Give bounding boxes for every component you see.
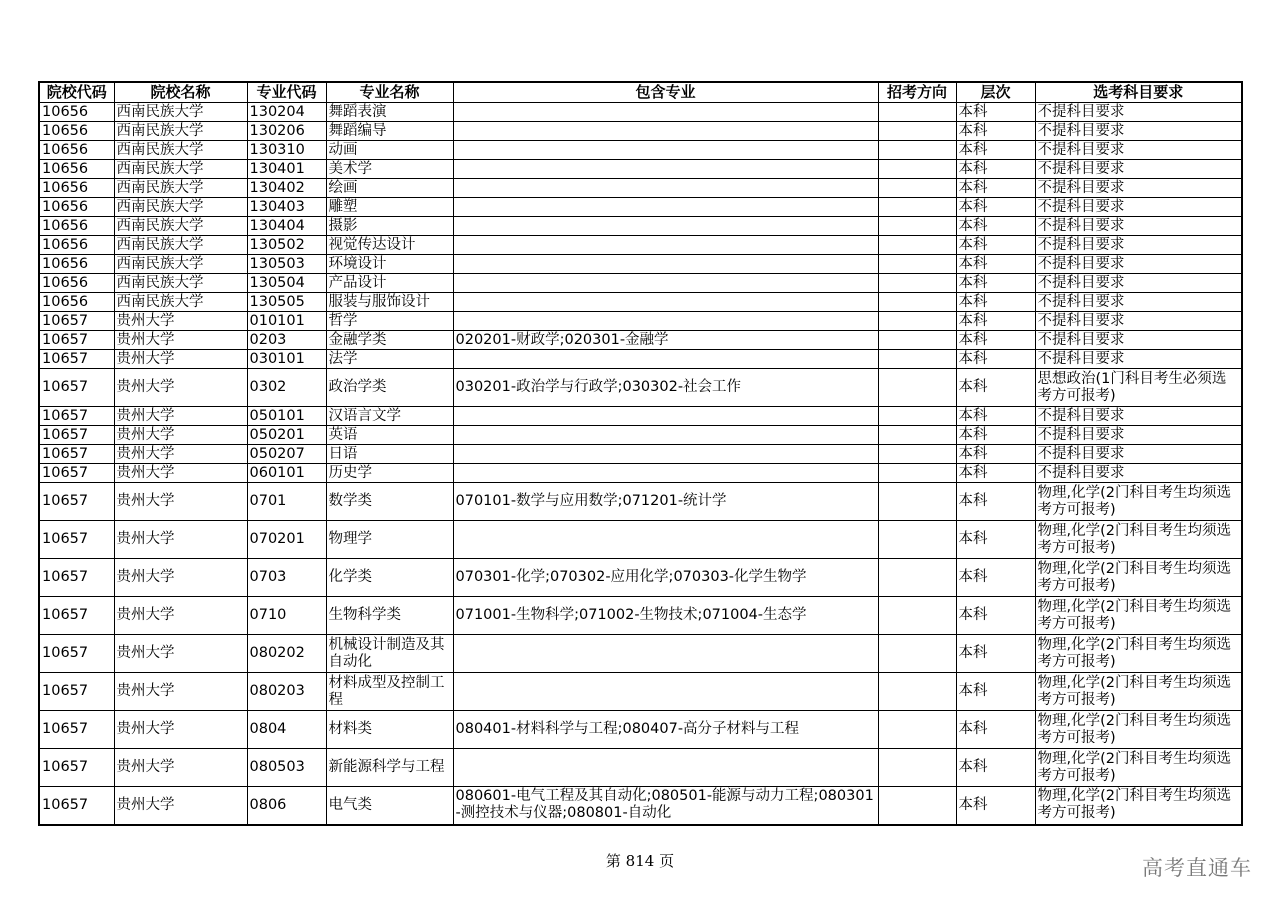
cell-direction <box>878 787 956 825</box>
table-row <box>39 350 1242 369</box>
cell-major-code: 130310 <box>247 141 326 160</box>
cell-major-code: 010101 <box>247 312 326 331</box>
watermark-text: 高考直通车 <box>1142 856 1252 880</box>
cell-level: 本科 <box>956 483 1035 521</box>
cell-school-code: 10657 <box>39 445 114 464</box>
cell-major-code: 080202 <box>247 635 326 673</box>
cell-school-name: 贵州大学 <box>114 559 247 597</box>
table-row <box>39 103 1242 122</box>
cell-direction <box>878 445 956 464</box>
cell-major-name: 材料类 <box>326 711 453 749</box>
cell-requirement: 物理,化学(2门科目考生均须选考方可报考) <box>1035 559 1242 597</box>
cell-direction <box>878 749 956 787</box>
cell-direction <box>878 426 956 445</box>
table-row <box>39 673 1242 711</box>
cell-included-majors: 071001-生物科学;071002-生物技术;071004-生态学 <box>453 597 878 635</box>
cell-major-name: 汉语言文学 <box>326 407 453 426</box>
cell-major-code: 130204 <box>247 103 326 122</box>
cell-requirement: 物理,化学(2门科目考生均须选考方可报考) <box>1035 597 1242 635</box>
cell-major-name: 材料成型及控制工程 <box>326 673 453 711</box>
cell-school-name: 贵州大学 <box>114 369 247 407</box>
cell-included-majors <box>453 179 878 198</box>
cell-major-name: 英语 <box>326 426 453 445</box>
cell-school-name: 贵州大学 <box>114 483 247 521</box>
cell-included-majors <box>453 293 878 312</box>
table-row <box>39 160 1242 179</box>
cell-level: 本科 <box>956 749 1035 787</box>
cell-requirement: 不提科目要求 <box>1035 407 1242 426</box>
table-row <box>39 312 1242 331</box>
cell-school-code: 10656 <box>39 103 114 122</box>
cell-level: 本科 <box>956 445 1035 464</box>
cell-school-code: 10656 <box>39 179 114 198</box>
cell-school-code: 10657 <box>39 350 114 369</box>
cell-school-code: 10657 <box>39 331 114 350</box>
cell-level: 本科 <box>956 350 1035 369</box>
cell-direction <box>878 369 956 407</box>
cell-requirement: 不提科目要求 <box>1035 160 1242 179</box>
table-row <box>39 331 1242 350</box>
table-row <box>39 464 1242 483</box>
cell-school-name: 贵州大学 <box>114 331 247 350</box>
cell-requirement: 物理,化学(2门科目考生均须选考方可报考) <box>1035 635 1242 673</box>
cell-level: 本科 <box>956 160 1035 179</box>
cell-major-code: 030101 <box>247 350 326 369</box>
cell-level: 本科 <box>956 559 1035 597</box>
cell-included-majors: 070101-数学与应用数学;071201-统计学 <box>453 483 878 521</box>
cell-included-majors <box>453 198 878 217</box>
cell-major-code: 130502 <box>247 236 326 255</box>
cell-school-code: 10657 <box>39 369 114 407</box>
cell-direction <box>878 673 956 711</box>
table-row <box>39 198 1242 217</box>
cell-major-name: 摄影 <box>326 217 453 236</box>
cell-major-code: 0806 <box>247 787 326 825</box>
cell-major-code: 130503 <box>247 255 326 274</box>
cell-major-name: 金融学类 <box>326 331 453 350</box>
cell-major-name: 新能源科学与工程 <box>326 749 453 787</box>
cell-major-code: 050101 <box>247 407 326 426</box>
cell-school-code: 10657 <box>39 521 114 559</box>
cell-major-code: 0302 <box>247 369 326 407</box>
cell-direction <box>878 103 956 122</box>
cell-requirement: 不提科目要求 <box>1035 255 1242 274</box>
header-school-name: 院校名称 <box>114 82 247 103</box>
cell-major-code: 060101 <box>247 464 326 483</box>
cell-major-code: 0703 <box>247 559 326 597</box>
header-level: 层次 <box>956 82 1035 103</box>
cell-included-majors <box>453 464 878 483</box>
cell-level: 本科 <box>956 141 1035 160</box>
header-school-code: 院校代码 <box>39 82 114 103</box>
cell-school-name: 贵州大学 <box>114 749 247 787</box>
cell-level: 本科 <box>956 369 1035 407</box>
cell-included-majors <box>453 103 878 122</box>
cell-requirement: 物理,化学(2门科目考生均须选考方可报考) <box>1035 711 1242 749</box>
cell-school-code: 10657 <box>39 407 114 426</box>
cell-level: 本科 <box>956 236 1035 255</box>
cell-level: 本科 <box>956 217 1035 236</box>
cell-direction <box>878 255 956 274</box>
cell-major-code: 0701 <box>247 483 326 521</box>
page-number: 第 814 页 <box>605 852 675 870</box>
cell-school-name: 西南民族大学 <box>114 217 247 236</box>
cell-direction <box>878 559 956 597</box>
cell-level: 本科 <box>956 179 1035 198</box>
table-row <box>39 483 1242 521</box>
cell-school-name: 贵州大学 <box>114 711 247 749</box>
cell-school-name: 贵州大学 <box>114 445 247 464</box>
cell-school-name: 西南民族大学 <box>114 103 247 122</box>
cell-direction <box>878 274 956 293</box>
cell-major-name: 化学类 <box>326 559 453 597</box>
cell-included-majors <box>453 141 878 160</box>
cell-requirement: 不提科目要求 <box>1035 198 1242 217</box>
cell-major-code: 130401 <box>247 160 326 179</box>
cell-major-code: 080203 <box>247 673 326 711</box>
table-row <box>39 293 1242 312</box>
cell-school-name: 贵州大学 <box>114 407 247 426</box>
cell-included-majors <box>453 312 878 331</box>
cell-direction <box>878 217 956 236</box>
cell-school-name: 贵州大学 <box>114 635 247 673</box>
cell-major-name: 生物科学类 <box>326 597 453 635</box>
cell-major-name: 舞蹈编导 <box>326 122 453 141</box>
cell-school-code: 10657 <box>39 597 114 635</box>
cell-school-code: 10657 <box>39 749 114 787</box>
cell-school-code: 10656 <box>39 217 114 236</box>
table-row <box>39 217 1242 236</box>
cell-requirement: 不提科目要求 <box>1035 236 1242 255</box>
cell-school-name: 贵州大学 <box>114 597 247 635</box>
cell-level: 本科 <box>956 426 1035 445</box>
cell-direction <box>878 236 956 255</box>
cell-school-code: 10657 <box>39 312 114 331</box>
cell-school-name: 贵州大学 <box>114 464 247 483</box>
table-row <box>39 711 1242 749</box>
cell-school-name: 西南民族大学 <box>114 274 247 293</box>
table-row <box>39 255 1242 274</box>
cell-major-name: 哲学 <box>326 312 453 331</box>
cell-included-majors <box>453 217 878 236</box>
table-row <box>39 521 1242 559</box>
header-row <box>39 82 1242 103</box>
cell-included-majors <box>453 122 878 141</box>
cell-school-name: 贵州大学 <box>114 787 247 825</box>
cell-included-majors: 080601-电气工程及其自动化;080501-能源与动力工程;080301-测控技术与仪器;080801-自动化 <box>453 787 878 825</box>
cell-direction <box>878 160 956 179</box>
cell-level: 本科 <box>956 464 1035 483</box>
table-row <box>39 426 1242 445</box>
cell-school-name: 贵州大学 <box>114 521 247 559</box>
cell-direction <box>878 331 956 350</box>
cell-included-majors: 020201-财政学;020301-金融学 <box>453 331 878 350</box>
cell-major-name: 服装与服饰设计 <box>326 293 453 312</box>
cell-included-majors: 080401-材料科学与工程;080407-高分子材料与工程 <box>453 711 878 749</box>
cell-school-name: 西南民族大学 <box>114 141 247 160</box>
cell-level: 本科 <box>956 521 1035 559</box>
cell-requirement: 不提科目要求 <box>1035 350 1242 369</box>
table-row <box>39 369 1242 407</box>
cell-school-name: 贵州大学 <box>114 673 247 711</box>
cell-major-name: 数学类 <box>326 483 453 521</box>
cell-included-majors <box>453 521 878 559</box>
cell-included-majors <box>453 274 878 293</box>
cell-requirement: 不提科目要求 <box>1035 426 1242 445</box>
cell-school-code: 10657 <box>39 673 114 711</box>
table-row <box>39 597 1242 635</box>
cell-level: 本科 <box>956 635 1035 673</box>
cell-requirement: 不提科目要求 <box>1035 445 1242 464</box>
cell-included-majors <box>453 673 878 711</box>
cell-major-name: 绘画 <box>326 179 453 198</box>
cell-included-majors <box>453 445 878 464</box>
cell-major-code: 130206 <box>247 122 326 141</box>
cell-major-name: 机械设计制造及其自动化 <box>326 635 453 673</box>
cell-direction <box>878 464 956 483</box>
cell-major-name: 雕塑 <box>326 198 453 217</box>
cell-major-name: 产品设计 <box>326 274 453 293</box>
cell-school-name: 西南民族大学 <box>114 198 247 217</box>
cell-school-name: 西南民族大学 <box>114 255 247 274</box>
cell-school-code: 10657 <box>39 559 114 597</box>
cell-level: 本科 <box>956 711 1035 749</box>
cell-major-code: 130504 <box>247 274 326 293</box>
cell-requirement: 思想政治(1门科目考生必须选考方可报考) <box>1035 369 1242 407</box>
table-row <box>39 749 1242 787</box>
cell-included-majors <box>453 255 878 274</box>
cell-school-name: 西南民族大学 <box>114 179 247 198</box>
cell-major-name: 美术学 <box>326 160 453 179</box>
cell-requirement: 物理,化学(2门科目考生均须选考方可报考) <box>1035 787 1242 825</box>
cell-included-majors <box>453 407 878 426</box>
table-body <box>39 103 1242 825</box>
cell-requirement: 不提科目要求 <box>1035 274 1242 293</box>
cell-major-name: 日语 <box>326 445 453 464</box>
cell-direction <box>878 711 956 749</box>
cell-school-code: 10656 <box>39 141 114 160</box>
admission-table <box>38 81 1243 826</box>
cell-school-name: 贵州大学 <box>114 312 247 331</box>
cell-direction <box>878 141 956 160</box>
cell-direction <box>878 521 956 559</box>
cell-direction <box>878 179 956 198</box>
table-header <box>39 82 1242 103</box>
cell-school-code: 10656 <box>39 122 114 141</box>
cell-school-code: 10657 <box>39 464 114 483</box>
table-row <box>39 179 1242 198</box>
cell-level: 本科 <box>956 274 1035 293</box>
cell-major-name: 动画 <box>326 141 453 160</box>
cell-major-code: 070201 <box>247 521 326 559</box>
cell-level: 本科 <box>956 331 1035 350</box>
cell-school-code: 10656 <box>39 198 114 217</box>
cell-requirement: 不提科目要求 <box>1035 217 1242 236</box>
cell-included-majors: 030201-政治学与行政学;030302-社会工作 <box>453 369 878 407</box>
cell-major-code: 130402 <box>247 179 326 198</box>
cell-level: 本科 <box>956 597 1035 635</box>
header-requirement: 选考科目要求 <box>1035 82 1242 103</box>
cell-level: 本科 <box>956 787 1035 825</box>
cell-included-majors: 070301-化学;070302-应用化学;070303-化学生物学 <box>453 559 878 597</box>
cell-requirement: 物理,化学(2门科目考生均须选考方可报考) <box>1035 749 1242 787</box>
cell-direction <box>878 483 956 521</box>
cell-level: 本科 <box>956 673 1035 711</box>
cell-included-majors <box>453 749 878 787</box>
cell-major-code: 0203 <box>247 331 326 350</box>
cell-direction <box>878 198 956 217</box>
cell-school-name: 贵州大学 <box>114 426 247 445</box>
cell-level: 本科 <box>956 122 1035 141</box>
table-row <box>39 407 1242 426</box>
cell-school-code: 10657 <box>39 483 114 521</box>
cell-requirement: 不提科目要求 <box>1035 331 1242 350</box>
cell-major-code: 130404 <box>247 217 326 236</box>
cell-school-code: 10657 <box>39 787 114 825</box>
cell-direction <box>878 407 956 426</box>
cell-requirement: 物理,化学(2门科目考生均须选考方可报考) <box>1035 673 1242 711</box>
cell-level: 本科 <box>956 407 1035 426</box>
cell-major-code: 050207 <box>247 445 326 464</box>
cell-school-code: 10656 <box>39 293 114 312</box>
cell-major-code: 130403 <box>247 198 326 217</box>
cell-major-code: 080503 <box>247 749 326 787</box>
cell-major-code: 050201 <box>247 426 326 445</box>
cell-level: 本科 <box>956 255 1035 274</box>
cell-included-majors <box>453 350 878 369</box>
table-row <box>39 274 1242 293</box>
cell-requirement: 不提科目要求 <box>1035 122 1242 141</box>
table-row <box>39 236 1242 255</box>
cell-major-name: 环境设计 <box>326 255 453 274</box>
cell-school-name: 西南民族大学 <box>114 236 247 255</box>
cell-requirement: 不提科目要求 <box>1035 293 1242 312</box>
header-major-name: 专业名称 <box>326 82 453 103</box>
cell-major-name: 视觉传达设计 <box>326 236 453 255</box>
cell-direction <box>878 312 956 331</box>
cell-direction <box>878 350 956 369</box>
cell-requirement: 不提科目要求 <box>1035 103 1242 122</box>
cell-level: 本科 <box>956 293 1035 312</box>
cell-direction <box>878 293 956 312</box>
cell-requirement: 不提科目要求 <box>1035 141 1242 160</box>
cell-school-code: 10657 <box>39 426 114 445</box>
cell-school-code: 10656 <box>39 255 114 274</box>
cell-level: 本科 <box>956 312 1035 331</box>
cell-direction <box>878 122 956 141</box>
cell-level: 本科 <box>956 103 1035 122</box>
table-row <box>39 122 1242 141</box>
cell-school-name: 西南民族大学 <box>114 122 247 141</box>
cell-requirement: 物理,化学(2门科目考生均须选考方可报考) <box>1035 483 1242 521</box>
cell-school-code: 10657 <box>39 711 114 749</box>
cell-school-name: 贵州大学 <box>114 350 247 369</box>
cell-requirement: 不提科目要求 <box>1035 464 1242 483</box>
cell-direction <box>878 597 956 635</box>
header-major-code: 专业代码 <box>247 82 326 103</box>
table-row <box>39 559 1242 597</box>
table-row <box>39 787 1242 825</box>
cell-requirement: 不提科目要求 <box>1035 179 1242 198</box>
cell-major-name: 历史学 <box>326 464 453 483</box>
cell-school-code: 10656 <box>39 274 114 293</box>
cell-major-name: 电气类 <box>326 787 453 825</box>
cell-included-majors <box>453 160 878 179</box>
header-included-majors: 包含专业 <box>453 82 878 103</box>
cell-major-code: 130505 <box>247 293 326 312</box>
cell-major-code: 0710 <box>247 597 326 635</box>
cell-major-name: 物理学 <box>326 521 453 559</box>
cell-direction <box>878 635 956 673</box>
cell-school-code: 10656 <box>39 236 114 255</box>
cell-major-name: 法学 <box>326 350 453 369</box>
cell-major-name: 舞蹈表演 <box>326 103 453 122</box>
table-row <box>39 445 1242 464</box>
cell-level: 本科 <box>956 198 1035 217</box>
header-direction: 招考方向 <box>878 82 956 103</box>
cell-included-majors <box>453 635 878 673</box>
cell-included-majors <box>453 426 878 445</box>
cell-school-name: 西南民族大学 <box>114 160 247 179</box>
cell-major-name: 政治学类 <box>326 369 453 407</box>
table-row <box>39 141 1242 160</box>
cell-requirement: 不提科目要求 <box>1035 312 1242 331</box>
cell-school-code: 10657 <box>39 635 114 673</box>
cell-major-code: 0804 <box>247 711 326 749</box>
cell-school-name: 西南民族大学 <box>114 293 247 312</box>
cell-included-majors <box>453 236 878 255</box>
table-row <box>39 635 1242 673</box>
cell-school-code: 10656 <box>39 160 114 179</box>
cell-requirement: 物理,化学(2门科目考生均须选考方可报考) <box>1035 521 1242 559</box>
